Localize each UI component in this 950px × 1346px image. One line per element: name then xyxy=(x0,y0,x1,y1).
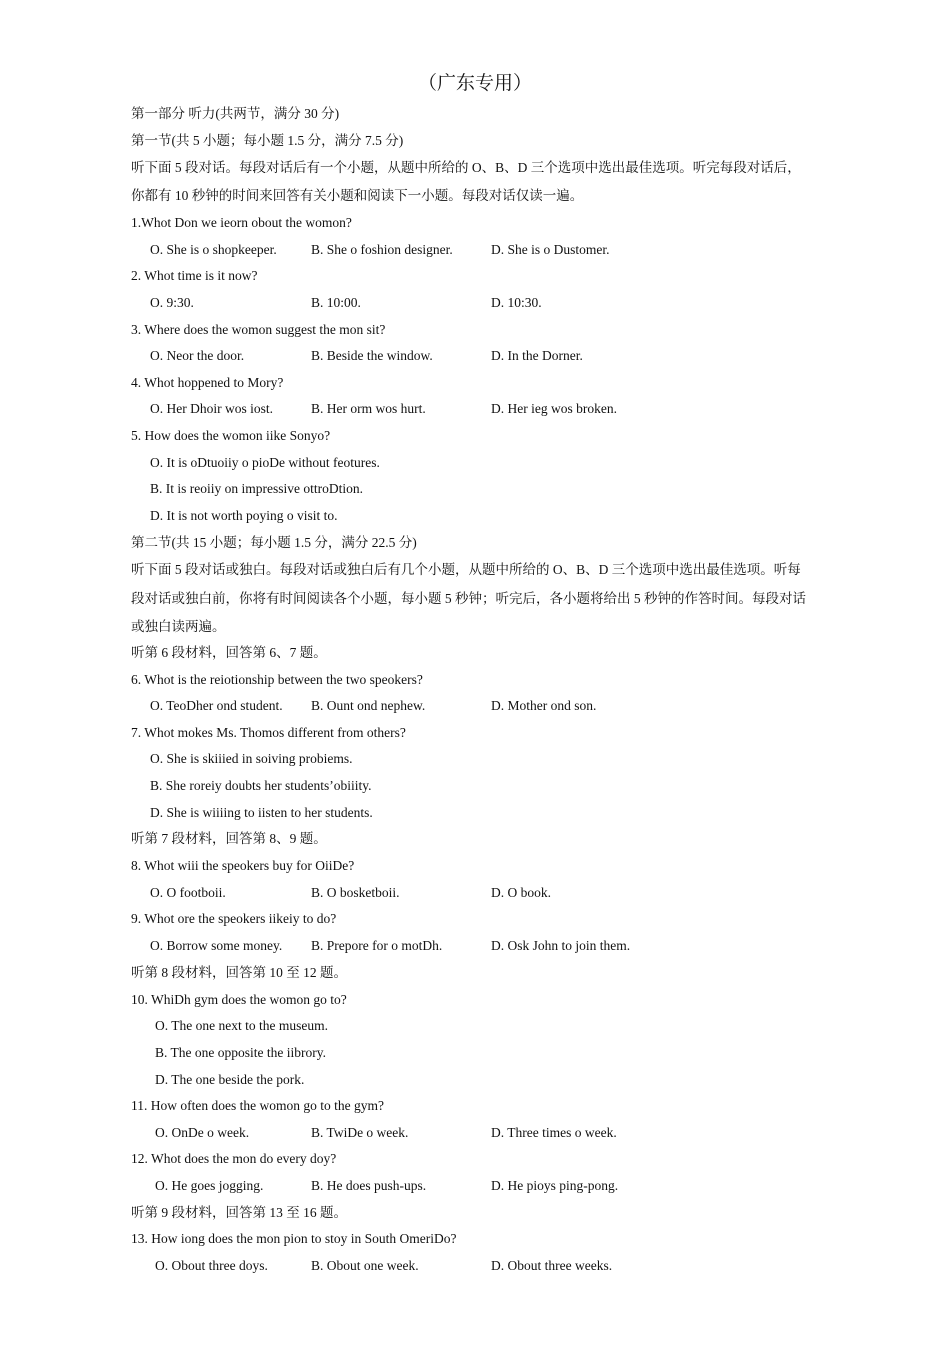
q8-option-b: B. O bosketboii. xyxy=(311,885,400,900)
q3-option-b: B. Beside the window. xyxy=(311,348,433,363)
q9-option-c: D. Osk John to join them. xyxy=(491,938,631,953)
question-12: 12. Whot does the mon do every doy? xyxy=(131,1151,337,1166)
q5-option-b: B. It is reoiiy on impressive ottroDtion. xyxy=(150,481,363,496)
material-9-heading: 听第 9 段材料，回答第 13 至 16 题。 xyxy=(131,1205,347,1220)
material-6-heading: 听第 6 段材料，回答第 6、7 题。 xyxy=(131,645,327,660)
q9-option-a: O. Borrow some money. xyxy=(150,938,283,953)
q3-option-c: D. In the Dorner. xyxy=(491,348,583,363)
q6-option-c: D. Mother ond son. xyxy=(491,698,597,713)
q10-option-b: B. The one opposite the iibrory. xyxy=(155,1045,326,1060)
q13-option-c: D. Obout three weeks. xyxy=(491,1258,613,1273)
q7-option-b: B. She roreiy doubts her students’obiiity. xyxy=(150,778,372,793)
question-2: 2. Whot time is it now? xyxy=(131,268,258,283)
section1-instruction-line2: 你都有 10 秒钟的时间来回答有关小题和阅读下一小题。每段对话仅读一遍。 xyxy=(131,188,584,203)
question-11: 11. How often does the womon go to the gym? xyxy=(131,1098,384,1113)
question-7: 7. Whot mokes Ms. Thomos different from others? xyxy=(131,725,406,740)
q4-option-c: D. Her ieg wos broken. xyxy=(491,401,617,416)
q12-option-a: O. He goes jogging. xyxy=(155,1178,264,1193)
q10-option-a: O. The one next to the museum. xyxy=(155,1018,328,1033)
q13-option-a: O. Obout three doys. xyxy=(155,1258,268,1273)
question-6: 6. Whot is the reiotionship between the two speokers? xyxy=(131,672,423,687)
q2-option-a: O. 9:30. xyxy=(150,295,194,310)
q12-option-b: B. He does push-ups. xyxy=(311,1178,427,1193)
q1-option-b: B. She o foshion designer. xyxy=(311,242,453,257)
q7-option-c: D. She is wiiiing to iisten to her students. xyxy=(150,805,373,820)
section2-heading: 第二节(共 15 小题；每小题 1.5 分，满分 22.5 分) xyxy=(131,535,417,550)
part-heading: 第一部分 听力(共两节，满分 30 分) xyxy=(131,106,340,121)
section1-instruction-line1: 听下面 5 段对话。每段对话后有一个小题，从题中所给的 O、B、D 三个选项中选出最佳选项。听完每段对话后， xyxy=(131,160,801,175)
q4-option-b: B. Her orm wos hurt. xyxy=(311,401,426,416)
q8-option-c: D. O book. xyxy=(491,885,551,900)
q2-option-b: B. 10:00. xyxy=(311,295,361,310)
question-1: 1.Whot Don we ieorn obout the womon? xyxy=(131,215,352,230)
q11-option-a: O. OnDe o week. xyxy=(155,1125,250,1140)
q7-option-a: O. She is skiiied in soiving probiems. xyxy=(150,751,353,766)
q5-option-c: D. It is not worth poying o visit to. xyxy=(150,508,338,523)
q12-option-c: D. He pioys ping-pong. xyxy=(491,1178,619,1193)
q1-option-a: O. She is o shopkeeper. xyxy=(150,242,277,257)
q6-option-b: B. Ount ond nephew. xyxy=(311,698,426,713)
q13-option-b: B. Obout one week. xyxy=(311,1258,419,1273)
question-4: 4. Whot hoppened to Mory? xyxy=(131,375,284,390)
q10-option-c: D. The one beside the pork. xyxy=(155,1072,305,1087)
q3-option-a: O. Neor the door. xyxy=(150,348,245,363)
q11-option-b: B. TwiDe o week. xyxy=(311,1125,409,1140)
question-3: 3. Where does the womon suggest the mon sit? xyxy=(131,322,386,337)
q9-option-b: B. Prepore for o motDh. xyxy=(311,938,443,953)
section2-instruction-line3: 或独白读两遍。 xyxy=(131,619,226,634)
material-7-heading: 听第 7 段材料，回答第 8、9 题。 xyxy=(131,831,327,846)
q4-option-a: O. Her Dhoir wos iost. xyxy=(150,401,273,416)
q8-option-a: O. O footboii. xyxy=(150,885,226,900)
question-13: 13. How iong does the mon pion to stoy in South OmeriDo? xyxy=(131,1231,457,1246)
section2-instruction-line2: 段对话或独白前，你将有时间阅读各个小题，每小题 5 秒钟；听完后，各小题将给出 5 秒钟的作答时间。每段对话 xyxy=(131,591,806,606)
q6-option-a: O. TeoDher ond student. xyxy=(150,698,283,713)
question-8: 8. Whot wiii the speokers buy for OiiDe? xyxy=(131,858,355,873)
q11-option-c: D. Three times o week. xyxy=(491,1125,617,1140)
question-9: 9. Whot ore the speokers iikeiy to do? xyxy=(131,911,337,926)
q5-option-a: O. It is oDtuoiiy o pioDe without feotures. xyxy=(150,455,380,470)
page-title: （广东专用） xyxy=(417,73,532,94)
material-8-heading: 听第 8 段材料，回答第 10 至 12 题。 xyxy=(131,965,347,980)
question-5: 5. How does the womon iike Sonyo? xyxy=(131,428,331,443)
section1-heading: 第一节(共 5 小题；每小题 1.5 分，满分 7.5 分) xyxy=(131,133,404,148)
question-10: 10. WhiDh gym does the womon go to? xyxy=(131,992,347,1007)
section2-instruction-line1: 听下面 5 段对话或独白。每段对话或独白后有几个小题，从题中所给的 O、B、D 三个选项中选出最佳选项。听每 xyxy=(131,562,801,577)
q1-option-c: D. She is o Dustomer. xyxy=(491,242,610,257)
q2-option-c: D. 10:30. xyxy=(491,295,542,310)
